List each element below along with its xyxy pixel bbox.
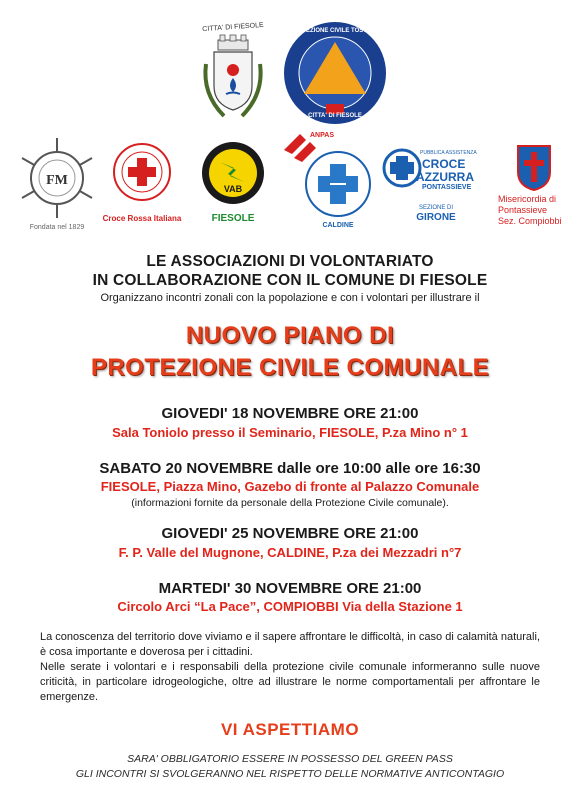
croce-azzurra-line5: GIRONE <box>416 212 456 223</box>
croce-azzurra-line2: AZZURRA <box>416 170 474 184</box>
fratellanza-cross-icon <box>302 148 374 220</box>
header-line-1: LE ASSOCIAZIONI DI VOLONTARIATO <box>146 253 434 270</box>
fiesole-crest-logo <box>192 21 274 124</box>
event-4-when: MARTEDI' 30 NOVEMBRE ORE 21:00 <box>158 580 422 597</box>
fratellanza-label: CALDINE <box>322 222 354 229</box>
svg-text:FM: FM <box>46 173 68 188</box>
event-3-when: GIOVEDI' 25 NOVEMBRE ORE 21:00 <box>161 525 419 542</box>
misericordia-p-line1: Misericordia di <box>498 194 557 204</box>
croce-rossa-logo <box>104 140 180 230</box>
misericordia-p-line2: Pontassieve <box>498 205 548 215</box>
misericordia-cross-icon <box>514 142 554 192</box>
red-cross-icon <box>104 140 180 204</box>
event-2-when: SABATO 20 NOVEMBRE dalle ore 10:00 alle ore 16:30 <box>99 460 481 477</box>
green-pass-note: SARA' OBBLIGATORIO ESSERE IN POSSESSO DEL GREEN PASS <box>127 753 453 765</box>
croce-azzurra-line1: CROCE <box>422 157 466 171</box>
vab-mark: VAB <box>223 184 243 194</box>
fiesole-crest-icon <box>192 24 274 124</box>
event-2-note: (informazioni fornite da personale della Protezione Civile comunale). <box>131 497 449 509</box>
croce-azzurra-line4: SEZIONE DI <box>418 205 453 211</box>
anticontagio-note: GLI INCONTRI SI SVOLGERANNO NEL RISPETTO DELLE NORMATIVE ANTICONTAGIO <box>75 768 505 780</box>
anpas-mark-text: ANPAS <box>310 132 334 139</box>
misericordia-founded-text: Fondata nel 1829 <box>29 224 85 231</box>
body-paragraph-2: Nelle serate i volontari e i responsabili della protezione civile comunale informeranno sulle nuove criticità, in particolare idrogeologiche, oltre ad illustrare le norme comportamentali per affrontare le emergenze. <box>40 661 540 703</box>
protezione-civile-triangle-icon <box>282 20 388 126</box>
misericordia-p-line3: Sez. Compiobbi <box>498 216 562 226</box>
misericordia-pontassieve-logo <box>498 142 578 238</box>
header-line-3: Organizzano incontri zonali con la popolazione e con i volontari per illustrare il <box>100 292 480 304</box>
event-2-where: FIESOLE, Piazza Mino, Gazebo di fronte al Palazzo Comunale <box>100 479 480 494</box>
croce-azzurra-logo <box>382 148 478 234</box>
misericordia-fiesole-logo <box>14 132 100 236</box>
croce-azzurra-small: PUBBLICA ASSISTENZA <box>420 150 477 156</box>
fiesole-crest-caption: CITTA' DI FIESOLE <box>202 21 264 34</box>
event-1-when: GIOVEDI' 18 NOVEMBRE ORE 21:00 <box>161 405 419 422</box>
protezione-bottom-text: CITTA' DI FIESOLE <box>308 113 362 119</box>
main-title-line-2: PROTEZIONE CIVILE COMUNALE <box>90 354 490 381</box>
vi-aspettiamo: VI ASPETTIAMO <box>220 720 360 739</box>
vab-label: FIESOLE <box>211 213 255 224</box>
star-of-life-icon <box>14 132 100 224</box>
protezione-civile-toscana-logo <box>282 20 388 126</box>
vab-fiesole-logo <box>200 140 266 234</box>
croce-rossa-label: Croce Rossa Italiana <box>102 214 182 223</box>
body-paragraph-1: La conoscenza del territorio dove viviamo e il sapere affrontare le difficoltà, in caso di calamità naturali, è cosa importante e doverosa per i cittadini. <box>40 631 540 658</box>
event-3-where: F. P. Valle del Mugnone, CALDINE, P.za dei Mezzadri n°7 <box>118 545 462 560</box>
protezione-ring-text: PROTEZIONE CIVILE TOSCANA <box>289 28 381 34</box>
main-title-line-1: NUOVO PIANO DI <box>185 322 395 349</box>
event-4-where: Circolo Arci “La Pace”, COMPIOBBI Via della Stazione 1 <box>117 599 463 614</box>
vab-lightning-icon <box>200 140 266 206</box>
fratellanza-popolare-logo <box>280 128 376 236</box>
croce-azzurra-line3: PONTASSIEVE <box>422 184 472 191</box>
header-line-2: IN COLLABORAZIONE CON IL COMUNE DI FIESOLE <box>92 272 488 289</box>
event-1-where: Sala Toniolo presso il Seminario, FIESOLE, P.za Mino n° 1 <box>112 425 468 440</box>
